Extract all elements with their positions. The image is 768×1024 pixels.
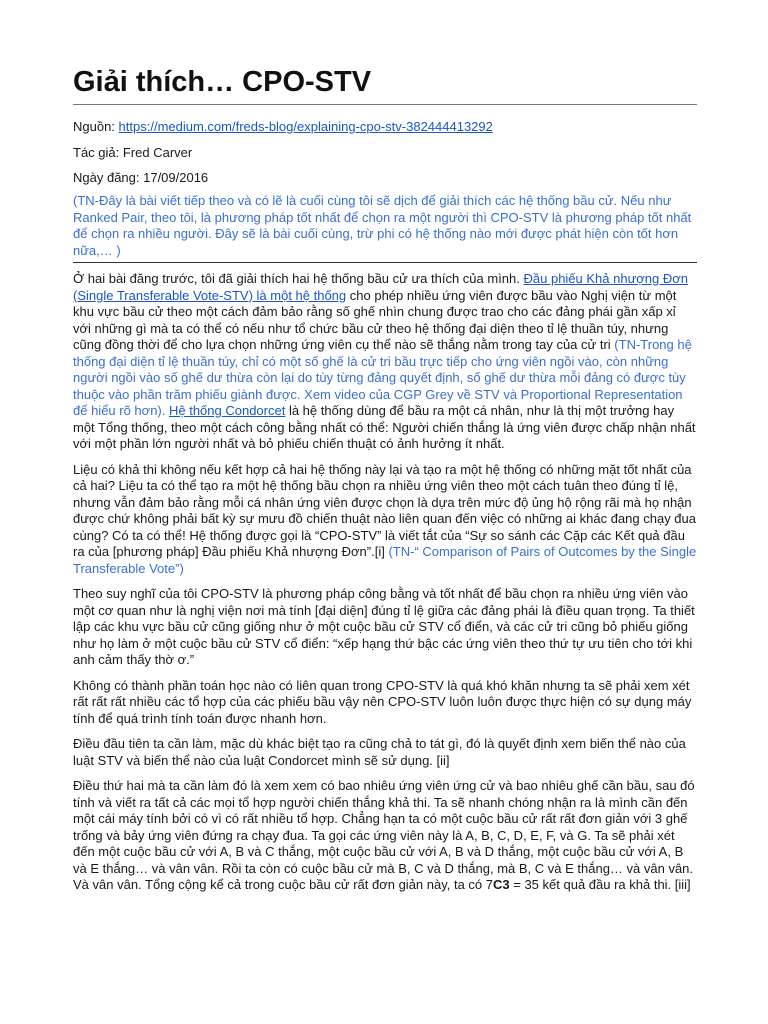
- source-line: [73, 118, 493, 135]
- source-link[interactable]: https://medium.com/freds-blog/explaining-cpo-stv-382444413292: [118, 119, 493, 134]
- paragraph-4: Không có thành phần toán học nào có liên quan trong CPO-STV là quá khó khăn nhưng ta sẽ phải xem xét rất rất rất nhiều các tổ hợp của các phiếu bầu vậy nên CPO-STV luôn luôn được thực hiện có sự dụng máy tính để quá trình tính toán được nhanh hơn.: [73, 677, 692, 726]
- p1-text-1: Ở hai bài đăng trước, tôi đã giải thích hai hệ thống bầu cử ưa thích của mình.: [73, 271, 524, 286]
- source-label: Nguồn:: [73, 119, 119, 134]
- paragraph-1: [73, 271, 697, 453]
- article-body: [73, 271, 697, 903]
- title-divider: [73, 104, 697, 105]
- p1-text-3: là hệ thống dùng để bầu ra một cá nhân, như là thị một trưởng hay một Tổng thống, theo một cách công bằng nhất có thể: Người chiến thắng là ứng viên được chấp nhận nhất với một phần lớn người nhất và bỏ phiếu chiến thuật có ảnh hưởng ít nhất.: [73, 403, 696, 451]
- p2-text: Liệu có khả thi không nếu kết hợp cả hai hệ thống này lại và tạo ra một hệ thống có những mặt tốt nhất của cả hai? Liệu ta có thể tạo ra một hệ thống bầu chọn ra nhiều ứng viên theo một cách tuân theo đúng tỉ lệ, nhưng vẫn đảm bảo rằng mỗi cá nhân ứng viên được chọn là dựa trên mức độ ủng hộ rộng rãi mà họ nhận được chứ không phải bất kỳ sự mưu đồ chiến thuật nào liên quan đến việc có những ai khác đang chạy đua cùng? Có ta có thể! Hệ thống được gọi là “CPO-STV” là viết tắt của “Sự so sánh các Cặp các Kết quả đầu ra của [phương pháp] Đầu phiếu Khả nhượng Đơn”.[i]: [73, 461, 696, 559]
- p6-text-1: Điều thứ hai mà ta cần làm đó là xem xem có bao nhiêu ứng viên ứng cử và bao nhiêu ghế cần bầu, sau đó tính và viết ra tất cả các mọi tổ hợp người chiến thắng khả thi. Ta sẽ nhanh chóng nhận ra là mình cần đến một cái máy tính bởi có vì có rất nhiều tổ hợp. Chẳng hạn ta có một cuộc bầu cử rất rất đơn giản với 3 ghế trống và bảy ứng viên đứng ra chạy đua. Ta gọi các ứng viên này là A, B, C, D, E, F, và G. Ta sẽ phải xét đến một cuộc bầu cử với A, B và C thắng, một cuộc bầu cử với A, B và D thắng, một cuộc bầu cử với A, B và E thắng… và vân vân. Rồi ta còn có cuộc bầu cử mà B, C và D thắng, mà B, C và E thắng… và vân vân. Và vân vân. Tổng cộng kể cả trong cuộc bầu cử rất đơn giản này, ta có 7: [73, 778, 695, 892]
- page-title: Giải thích… CPO-STV: [73, 66, 372, 98]
- p2-translator-note: (TN-“ Comparison of Pairs of Outcomes by the Single Transferable Vote”): [73, 544, 697, 576]
- p1-translator-note: (TN-Trong hệ thống đại diện tỉ lệ thuần túy, chỉ có một số ghế là cử tri bầu trực tiếp cho ứng viên ngồi vào, còn những người ngồi vào số ghế dư thừa còn lại do tùy từng đảng quyết định, số ghế dư thừa mỗi đảng có được tùy thuộc vào phần trăm phiếu giành được. Xem video của CGP Grey về STV và Proportional Representation để hiểu rõ hơn).: [73, 337, 692, 418]
- paragraph-5: Điều đầu tiên ta cần làm, mặc dù khác biệt tạo ra cũng chả to tát gì, đó là quyết định xem biến thể nào của luật STV và biến thể nào của luật Condorcet mình sẽ sử dụng. [ii]: [73, 736, 686, 768]
- paragraph-3: Theo suy nghĩ của tôi CPO-STV là phương pháp công bằng và tốt nhất để bầu chọn ra nhiều ứng viên vào một cơ quan như là nghị viện nơi mà tính [đại diện] đúng tỉ lệ giữa các đảng phái là điều quan trọng. Ta thiết lập các khu vực bầu cử cũng giống như ở một cuộc bầu cử STV cổ điển, và các cử tri cũng bỏ phiếu giống như họ làm ở một cuộc bầu cử STV cổ điển: “xếp hạng thứ bậc các ứng viên theo thứ tự ưu tiên cho tới khi anh cảm thấy thờ ơ.”: [73, 586, 695, 667]
- p1-text-2: cho phép nhiều ứng viên được bầu vào Nghị viện từ một khu vực bầu cử theo một cách đảm bảo rằng số ghế nhìn chung được trao cho các đảng phái gần xấp xỉ với những gì mà ta có thể có nếu như tổ chức bầu cử theo hệ thống đại diện theo tỉ lệ thuần túy, nhưng cũng đồng thời để cho lựa chọn những ứng viên cụ thể nào sẽ thắng nằm trong tay của cử tri: [73, 287, 677, 352]
- paragraph-2: [73, 462, 697, 578]
- condorcet-link[interactable]: Hệ thống Condorcet: [168, 403, 286, 418]
- translator-note: (TN-Đây là bài viết tiếp theo và có lẽ là cuối cùng tôi sẽ dịch để giải thích các hệ thống bầu cử. Nếu như Ranked Pair, theo tôi, là phương pháp tốt nhất để chọn ra một người thì CPO-STV là phương pháp tốt nhất để chọn ra nhiều người. Đây sẽ là bài cuối cùng, trừ phi có hệ thống nào mới được phát hiện còn tốt hơn nữa,… ): [73, 193, 692, 258]
- date-line: Ngày đăng: 17/09/2016: [73, 170, 209, 185]
- stv-link[interactable]: Đầu phiếu Khả nhượng Đơn (Single Transferable Vote-STV) là một hệ thống: [73, 271, 689, 303]
- p6-text-2: = 35 kết quả đầu ra khả thi. [iii]: [509, 877, 691, 892]
- author-line: Tác giả: Fred Carver: [73, 145, 193, 160]
- note-divider: [73, 262, 697, 263]
- combination-symbol: C3: [493, 877, 510, 892]
- paragraph-6: [73, 778, 697, 894]
